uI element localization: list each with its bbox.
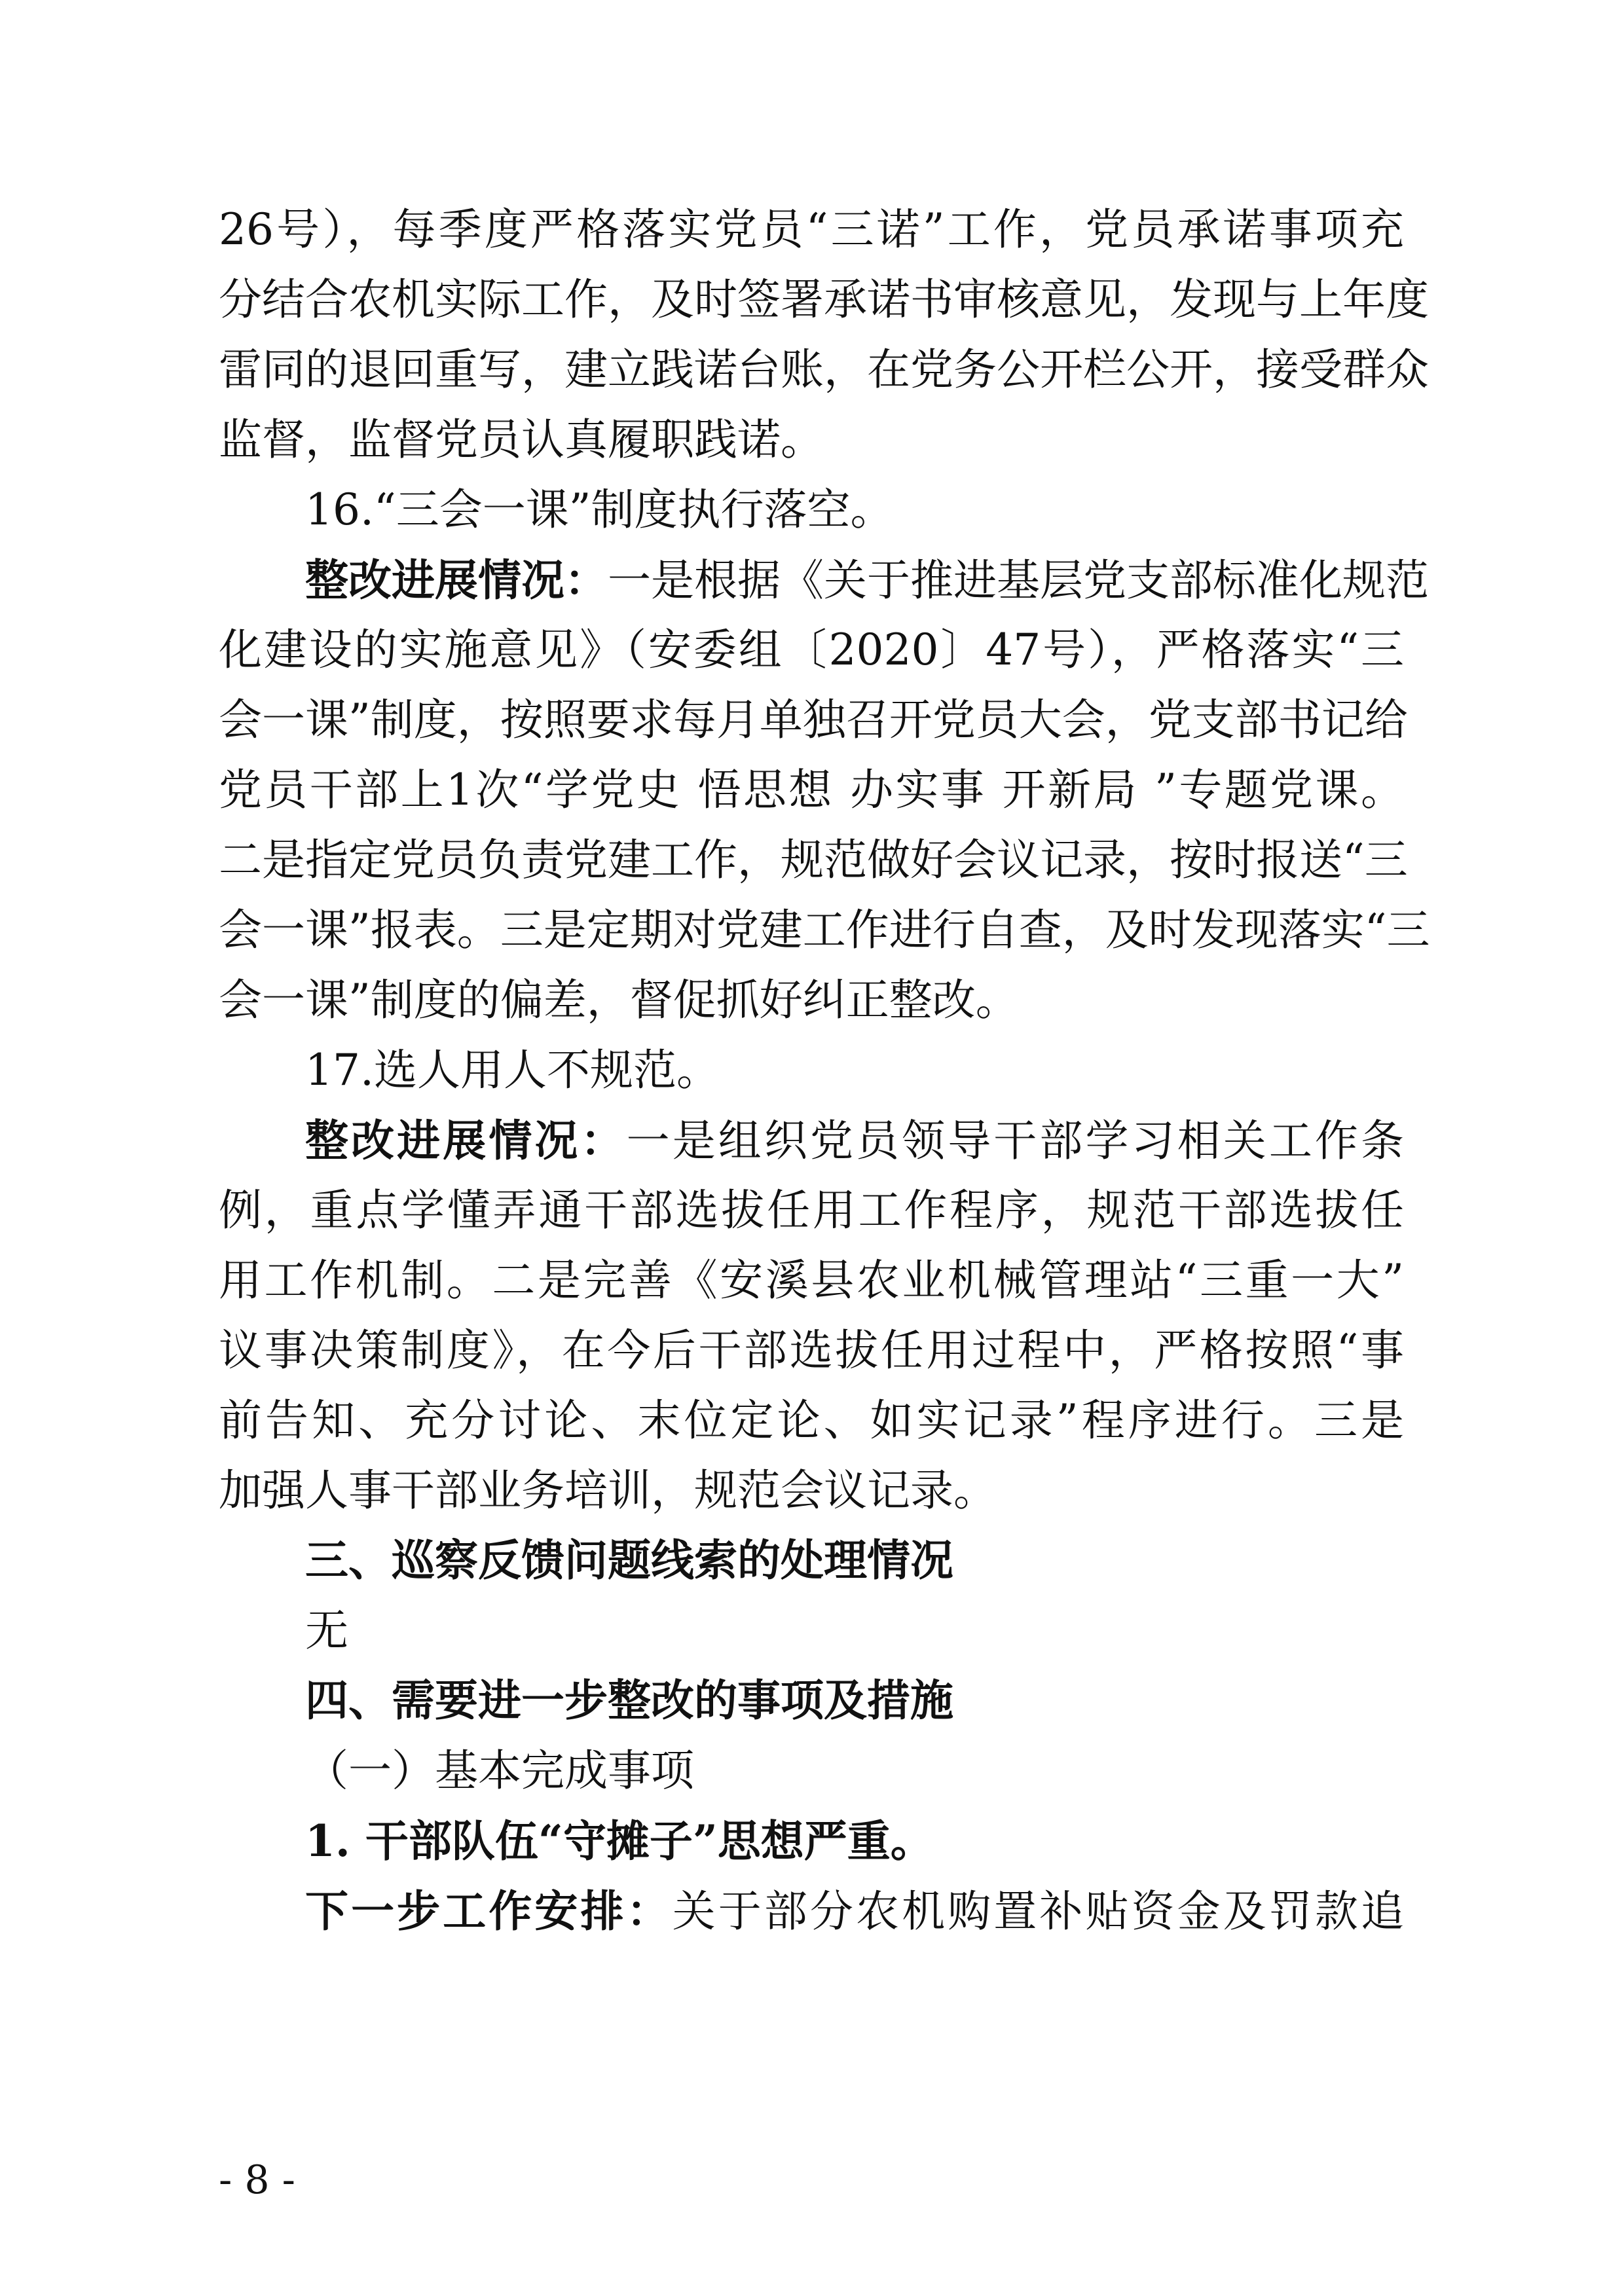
section-heading-4: 四、需要进一步整改的事项及措施 xyxy=(305,1675,953,1726)
body-line-18: 前告知、充分讨论、末位定论、如实记录”程序进行。三是 xyxy=(219,1395,1404,1446)
body-line-3: 雷同的退回重写，建立践诺台账，在党务公开栏公开，接受群众 xyxy=(219,344,1429,395)
body-line-7: 化建设的实施意见》（安委组〔2020〕47号），严格落实“三 xyxy=(219,625,1404,675)
body-line-8: 会一课”制度，按照要求每月单独召开党员大会，党支部书记给 xyxy=(219,695,1408,745)
body-line-17: 议事决策制度》，在今后干部选拔任用过程中，严格按照“事 xyxy=(219,1325,1404,1376)
progress-paragraph-1-line-1 xyxy=(305,551,1429,610)
progress-label: 整改进展情况： xyxy=(305,555,608,606)
body-line-16: 用工作机制。二是完善《安溪县农业机械管理站“三重一大” xyxy=(219,1255,1404,1305)
next-step-label: 下一步工作安排： xyxy=(305,1886,673,1937)
body-line-19: 加强人事干部业务培训，规范会议记录。 xyxy=(219,1465,997,1516)
progress-text: 一是根据《关于推进基层党支部标准化规范 xyxy=(608,555,1429,606)
next-step-text: 关于部分农机购置补贴资金及罚款追 xyxy=(672,1886,1405,1937)
progress-label: 整改进展情况： xyxy=(305,1115,627,1166)
progress-paragraph-2-line-1 xyxy=(305,1111,1404,1171)
next-step-line xyxy=(305,1882,1404,1941)
body-line-10: 二是指定党员负责党建工作，规范做好会议记录，按时报送“三 xyxy=(219,835,1408,885)
subsection-heading-1: （一）基本完成事项 xyxy=(305,1745,694,1796)
body-line-4: 监督，监督党员认真履职践诺。 xyxy=(219,414,824,465)
none-text: 无 xyxy=(305,1605,348,1656)
body-line-9: 党员干部上1次“学党史 悟思想 办实事 开新局 ”专题党课。 xyxy=(219,765,1404,815)
body-line-11: 会一课”报表。三是定期对党建工作进行自查，及时发现落实“三 xyxy=(219,905,1430,955)
item-heading-17: 17.选人用人不规范。 xyxy=(305,1045,720,1095)
body-line-12: 会一课”制度的偏差，督促抓好纠正整改。 xyxy=(219,975,1019,1025)
page-number: - 8 - xyxy=(219,2157,295,2203)
body-line-2: 分结合农机实际工作，及时签署承诺书审核意见，发现与上年度 xyxy=(219,274,1429,325)
body-line-15: 例，重点学懂弄通干部选拔任用工作程序，规范干部选拔任 xyxy=(219,1185,1404,1235)
progress-text: 一是组织党员领导干部学习相关工作条 xyxy=(626,1116,1405,1166)
item-heading-1: 1. 干部队伍“守摊子”思想严重。 xyxy=(305,1815,934,1867)
item-heading-16: 16.“三会一课”制度执行落空。 xyxy=(305,484,894,535)
body-line-1: 26号），每季度严格落实党员“三诺”工作，党员承诺事项充 xyxy=(219,204,1404,255)
section-heading-3: 三、巡察反馈问题线索的处理情况 xyxy=(305,1535,953,1586)
